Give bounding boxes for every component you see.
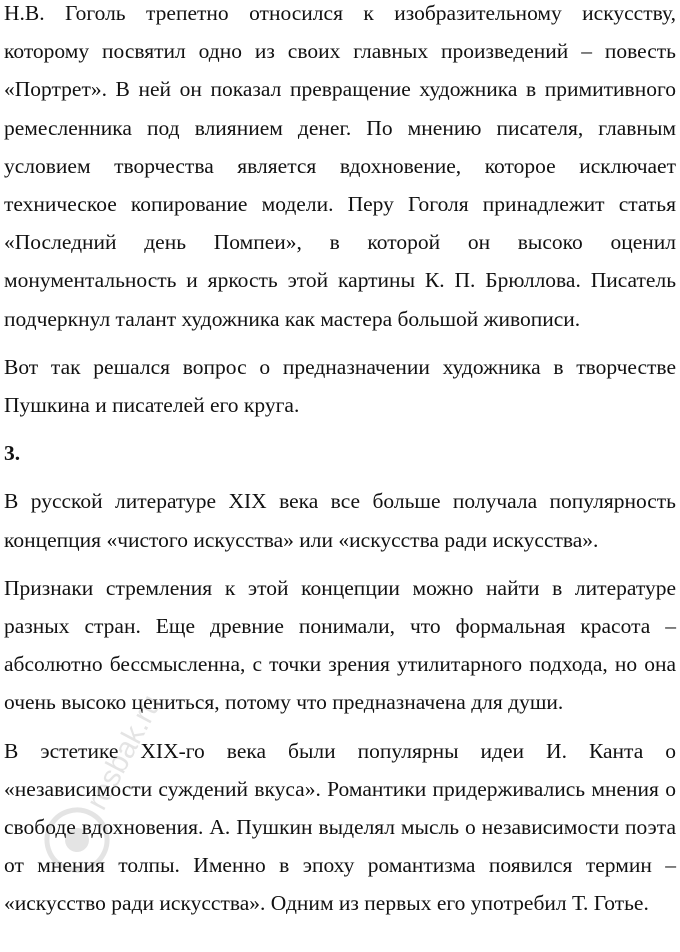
paragraph-pushkin-circle: Вот так решался вопрос о предназначении художника в творчестве Пушкина и писателей его круга.: [4, 354, 676, 418]
section-number: 3.: [4, 441, 21, 466]
paragraph-pure-art: В русской литературе XIX века все больше получала популярность концепция «чистого искусства» или «искусства ради искусства».: [4, 489, 676, 552]
watermark-text: resbak.ru: [80, 689, 169, 816]
paragraph-gogol: Н.В. Гоголь трепетно относился к изобразительному искусству, которому посвятил одно из своих главных произведений – повесть «Портрет». В ней он показал превращение художника в примитивного ремесленника под влиянием денег. По мнению писателя, главным условием творчества является вдохновение, которое исключает техническое копирование модели. Перу Гоголя принадлежит статья «Последний день Помпеи», в которой он высоко оценил монументальность и яркость этой картины К. П. Брюллова. Писатель подчеркнул талант художника как мастера большой живописи.: [4, 1, 676, 331]
document-page: [4, 0, 676, 933]
paragraph-aesthetics: В эстетике XIX-го века были популярны идеи И. Канта о «независимости суждений вкуса». Романтики придерживались мнения о свободе вдохновения. А. Пушкин выделял мысль о независимости поэта от мнения толпы. Именно в эпоху романтизма появился термин – «искусство ради искусства». Одним из первых его употребил Т. Готье.: [4, 738, 676, 916]
paragraph-ancient-beauty: Признаки стремления к этой концепции можно найти в литературе разных стран. Еще древние понимали, что формальная красота – абсолютно бессмысленна, с точки зрения утилитарного подхода, но она очень высоко цениться, потому что предназначена для души.: [4, 575, 676, 715]
